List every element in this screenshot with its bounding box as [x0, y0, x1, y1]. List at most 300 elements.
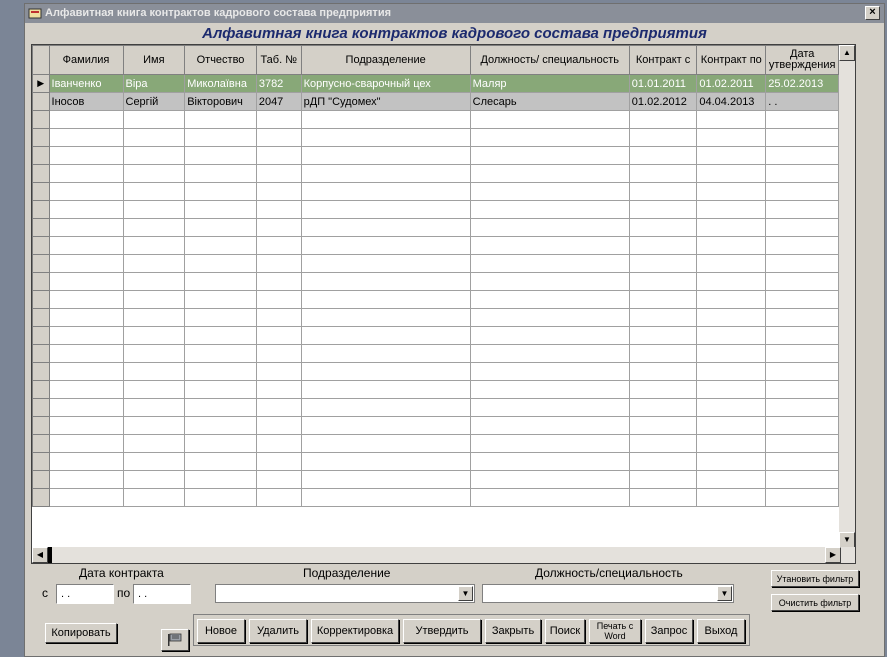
cell-approval-date[interactable]	[766, 255, 839, 273]
cell-patronymic[interactable]	[185, 381, 257, 399]
cell-contract-to[interactable]	[697, 237, 766, 255]
cell-contract-to[interactable]	[697, 399, 766, 417]
cell-contract-to[interactable]	[697, 183, 766, 201]
cell-patronymic[interactable]	[185, 399, 257, 417]
cell-position[interactable]	[470, 147, 629, 165]
cell-patronymic[interactable]	[185, 327, 257, 345]
row-selector[interactable]	[33, 237, 50, 255]
cell-contract-to[interactable]	[697, 345, 766, 363]
cell-contract-from[interactable]: 01.01.2011	[629, 75, 697, 93]
cell-name[interactable]	[123, 255, 185, 273]
cell-contract-to[interactable]	[697, 489, 766, 507]
cell-position[interactable]	[470, 111, 629, 129]
position-select[interactable]	[482, 584, 734, 603]
cell-department[interactable]: Корпусно-сварочный цех	[301, 75, 470, 93]
cell-name[interactable]	[123, 363, 185, 381]
row-selector[interactable]	[33, 273, 50, 291]
date-to-input[interactable]: . .	[133, 584, 191, 604]
cell-surname[interactable]	[49, 255, 123, 273]
cell-surname[interactable]	[49, 345, 123, 363]
cell-department[interactable]: рДП "Судомех"	[301, 93, 470, 111]
department-select[interactable]	[215, 584, 475, 603]
cell-name[interactable]	[123, 345, 185, 363]
row-selector[interactable]	[33, 417, 50, 435]
cell-contract-to[interactable]	[697, 291, 766, 309]
table-row[interactable]	[33, 183, 855, 201]
cell-position[interactable]	[470, 165, 629, 183]
cell-approval-date[interactable]	[766, 381, 839, 399]
cell-position[interactable]	[470, 381, 629, 399]
cell-approval-date[interactable]	[766, 291, 839, 309]
cell-contract-from[interactable]	[629, 255, 697, 273]
cell-position[interactable]	[470, 327, 629, 345]
cell-approval-date[interactable]	[766, 363, 839, 381]
cell-surname[interactable]	[49, 471, 123, 489]
vertical-scrollbar[interactable]	[839, 45, 855, 548]
cell-name[interactable]	[123, 453, 185, 471]
cell-name[interactable]	[123, 417, 185, 435]
horizontal-scrollbar[interactable]	[32, 547, 856, 563]
cell-tab-no[interactable]	[256, 363, 301, 381]
cell-approval-date[interactable]	[766, 111, 839, 129]
cell-patronymic[interactable]	[185, 471, 257, 489]
row-selector[interactable]	[33, 129, 50, 147]
table-row[interactable]	[33, 201, 855, 219]
cell-name[interactable]	[123, 309, 185, 327]
cell-contract-from[interactable]	[629, 147, 697, 165]
chevron-down-icon[interactable]: ▼	[717, 586, 732, 601]
cell-patronymic[interactable]	[185, 453, 257, 471]
cell-contract-from[interactable]: 01.02.2012	[629, 93, 697, 111]
row-selector[interactable]	[33, 93, 50, 111]
cell-name[interactable]	[123, 399, 185, 417]
cell-approval-date[interactable]	[766, 345, 839, 363]
table-row[interactable]	[33, 237, 855, 255]
table-row[interactable]	[33, 453, 855, 471]
cell-name[interactable]: Віра	[123, 75, 185, 93]
cell-surname[interactable]	[49, 219, 123, 237]
cell-contract-from[interactable]	[629, 327, 697, 345]
cell-department[interactable]	[301, 489, 470, 507]
cell-position[interactable]	[470, 417, 629, 435]
col-header-department[interactable]: Подразделение	[301, 46, 470, 75]
cell-approval-date[interactable]	[766, 453, 839, 471]
cell-name[interactable]	[123, 489, 185, 507]
cell-department[interactable]	[301, 219, 470, 237]
cell-position[interactable]	[470, 453, 629, 471]
cell-tab-no[interactable]	[256, 381, 301, 399]
cell-name[interactable]	[123, 435, 185, 453]
cell-department[interactable]	[301, 111, 470, 129]
cell-contract-from[interactable]	[629, 183, 697, 201]
close-button[interactable]: Закрыть	[485, 619, 541, 643]
cell-name[interactable]	[123, 381, 185, 399]
cell-position[interactable]	[470, 273, 629, 291]
cell-approval-date[interactable]	[766, 273, 839, 291]
cell-surname[interactable]	[49, 453, 123, 471]
row-selector[interactable]	[33, 453, 50, 471]
cell-approval-date[interactable]	[766, 219, 839, 237]
row-selector[interactable]	[33, 489, 50, 507]
cell-tab-no[interactable]	[256, 165, 301, 183]
cell-tab-no[interactable]	[256, 291, 301, 309]
search-button[interactable]: Поиск	[545, 619, 585, 643]
table-row[interactable]	[33, 489, 855, 507]
col-header-contract-from[interactable]: Контракт с	[629, 46, 697, 75]
cell-position[interactable]	[470, 399, 629, 417]
table-row[interactable]	[33, 417, 855, 435]
table-row[interactable]	[33, 111, 855, 129]
scroll-up-arrow-icon[interactable]: ▲	[839, 45, 855, 61]
table-row[interactable]	[33, 147, 855, 165]
table-row[interactable]	[33, 345, 855, 363]
cell-contract-from[interactable]	[629, 273, 697, 291]
copy-button[interactable]: Копировать	[45, 623, 117, 643]
cell-surname[interactable]	[49, 327, 123, 345]
cell-department[interactable]	[301, 345, 470, 363]
cell-patronymic[interactable]: Миколаївна	[185, 75, 257, 93]
cell-surname[interactable]	[49, 129, 123, 147]
cell-approval-date[interactable]	[766, 471, 839, 489]
cell-position[interactable]	[470, 183, 629, 201]
cell-approval-date[interactable]	[766, 327, 839, 345]
cell-name[interactable]	[123, 147, 185, 165]
row-selector[interactable]	[33, 435, 50, 453]
cell-contract-from[interactable]	[629, 381, 697, 399]
cell-department[interactable]	[301, 291, 470, 309]
cell-name[interactable]	[123, 165, 185, 183]
cell-contract-from[interactable]	[629, 489, 697, 507]
cell-approval-date[interactable]	[766, 183, 839, 201]
cell-contract-from[interactable]	[629, 417, 697, 435]
cell-contract-from[interactable]	[629, 453, 697, 471]
cell-contract-to[interactable]	[697, 273, 766, 291]
flag-icon-button[interactable]	[161, 629, 189, 651]
cell-tab-no[interactable]	[256, 435, 301, 453]
cell-tab-no[interactable]	[256, 147, 301, 165]
cell-name[interactable]	[123, 327, 185, 345]
cell-contract-from[interactable]	[629, 363, 697, 381]
cell-contract-to[interactable]	[697, 453, 766, 471]
cell-contract-to[interactable]	[697, 381, 766, 399]
approve-button[interactable]: Утвердить	[403, 619, 481, 643]
cell-surname[interactable]	[49, 489, 123, 507]
cell-approval-date[interactable]	[766, 237, 839, 255]
table-row[interactable]	[33, 381, 855, 399]
row-selector[interactable]	[33, 147, 50, 165]
cell-tab-no[interactable]: 3782	[256, 75, 301, 93]
cell-patronymic[interactable]	[185, 255, 257, 273]
cell-department[interactable]	[301, 435, 470, 453]
print-word-button[interactable]	[589, 619, 641, 643]
cell-surname[interactable]	[49, 417, 123, 435]
col-header-tab-no[interactable]: Таб. №	[256, 46, 301, 75]
table-row[interactable]	[33, 255, 855, 273]
cell-department[interactable]	[301, 309, 470, 327]
col-header-contract-to[interactable]: Контракт по	[697, 46, 766, 75]
cell-contract-to[interactable]	[697, 201, 766, 219]
cell-position[interactable]	[470, 255, 629, 273]
cell-name[interactable]	[123, 129, 185, 147]
cell-approval-date[interactable]	[766, 417, 839, 435]
cell-tab-no[interactable]	[256, 327, 301, 345]
cell-surname[interactable]	[49, 399, 123, 417]
row-selector[interactable]	[33, 327, 50, 345]
new-button[interactable]: Новое	[197, 619, 245, 643]
table-row[interactable]	[33, 273, 855, 291]
cell-department[interactable]	[301, 183, 470, 201]
exit-button[interactable]: Выход	[697, 619, 745, 643]
cell-surname[interactable]	[49, 435, 123, 453]
cell-name[interactable]: Сергій	[123, 93, 185, 111]
row-selector[interactable]	[33, 291, 50, 309]
cell-patronymic[interactable]	[185, 111, 257, 129]
cell-surname[interactable]	[49, 273, 123, 291]
cell-position[interactable]	[470, 345, 629, 363]
cell-position[interactable]	[470, 237, 629, 255]
col-header-position[interactable]: Должность/ специальность	[470, 46, 629, 75]
cell-tab-no[interactable]	[256, 345, 301, 363]
cell-tab-no[interactable]	[256, 183, 301, 201]
cell-patronymic[interactable]	[185, 309, 257, 327]
cell-contract-to[interactable]	[697, 309, 766, 327]
cell-tab-no[interactable]	[256, 309, 301, 327]
cell-contract-from[interactable]	[629, 165, 697, 183]
cell-tab-no[interactable]	[256, 219, 301, 237]
cell-department[interactable]	[301, 147, 470, 165]
clear-filter-button[interactable]: Очистить фильтр	[771, 594, 859, 611]
cell-department[interactable]	[301, 453, 470, 471]
cell-department[interactable]	[301, 417, 470, 435]
cell-surname[interactable]	[49, 147, 123, 165]
cell-contract-from[interactable]	[629, 399, 697, 417]
table-row[interactable]	[33, 435, 855, 453]
cell-department[interactable]	[301, 327, 470, 345]
cell-contract-from[interactable]	[629, 471, 697, 489]
cell-contract-from[interactable]	[629, 129, 697, 147]
row-selector[interactable]	[33, 363, 50, 381]
row-selector[interactable]	[33, 309, 50, 327]
close-window-button[interactable]: ×	[865, 6, 880, 20]
cell-department[interactable]	[301, 471, 470, 489]
cell-tab-no[interactable]: 2047	[256, 93, 301, 111]
cell-department[interactable]	[301, 165, 470, 183]
cell-contract-to[interactable]: 01.02.2011	[697, 75, 766, 93]
table-row[interactable]	[33, 219, 855, 237]
cell-department[interactable]	[301, 399, 470, 417]
cell-department[interactable]	[301, 363, 470, 381]
cell-name[interactable]	[123, 183, 185, 201]
cell-surname[interactable]	[49, 363, 123, 381]
cell-patronymic[interactable]	[185, 291, 257, 309]
table-row[interactable]	[33, 129, 855, 147]
cell-contract-from[interactable]	[629, 111, 697, 129]
cell-approval-date[interactable]	[766, 147, 839, 165]
cell-patronymic[interactable]	[185, 165, 257, 183]
cell-tab-no[interactable]	[256, 129, 301, 147]
cell-approval-date[interactable]	[766, 309, 839, 327]
col-header-approval-date[interactable]	[766, 46, 839, 75]
cell-patronymic[interactable]	[185, 201, 257, 219]
cell-patronymic[interactable]	[185, 183, 257, 201]
cell-department[interactable]	[301, 255, 470, 273]
row-selector[interactable]	[33, 201, 50, 219]
cell-patronymic[interactable]	[185, 345, 257, 363]
cell-surname[interactable]	[49, 237, 123, 255]
date-from-input[interactable]: . .	[56, 584, 114, 604]
cell-approval-date[interactable]	[766, 399, 839, 417]
scroll-left-arrow-icon[interactable]: ◀	[32, 547, 48, 563]
cell-tab-no[interactable]	[256, 471, 301, 489]
cell-tab-no[interactable]	[256, 489, 301, 507]
scroll-thumb[interactable]	[48, 547, 52, 563]
row-selector[interactable]	[33, 399, 50, 417]
cell-contract-to[interactable]: 04.04.2013	[697, 93, 766, 111]
cell-position[interactable]: Слесарь	[470, 93, 629, 111]
cell-surname[interactable]	[49, 165, 123, 183]
cell-patronymic[interactable]	[185, 363, 257, 381]
cell-tab-no[interactable]	[256, 111, 301, 129]
cell-patronymic[interactable]	[185, 147, 257, 165]
table-row[interactable]	[33, 75, 855, 93]
chevron-down-icon[interactable]: ▼	[458, 586, 473, 601]
cell-position[interactable]	[470, 363, 629, 381]
contracts-grid[interactable]	[31, 44, 856, 564]
cell-tab-no[interactable]	[256, 453, 301, 471]
col-header-name[interactable]: Имя	[123, 46, 185, 75]
row-selector[interactable]	[33, 255, 50, 273]
cell-contract-to[interactable]	[697, 147, 766, 165]
set-filter-button[interactable]: Утановить фильтр	[771, 570, 859, 587]
table-row[interactable]	[33, 363, 855, 381]
table-row[interactable]	[33, 165, 855, 183]
scroll-down-arrow-icon[interactable]: ▼	[839, 532, 855, 548]
table-row[interactable]	[33, 399, 855, 417]
cell-surname[interactable]	[49, 183, 123, 201]
cell-contract-to[interactable]	[697, 255, 766, 273]
cell-patronymic[interactable]	[185, 237, 257, 255]
row-selector[interactable]	[33, 183, 50, 201]
cell-position[interactable]	[470, 435, 629, 453]
cell-contract-from[interactable]	[629, 237, 697, 255]
cell-contract-from[interactable]	[629, 435, 697, 453]
cell-department[interactable]	[301, 273, 470, 291]
cell-position[interactable]: Маляр	[470, 75, 629, 93]
cell-surname[interactable]: Іносов	[49, 93, 123, 111]
cell-patronymic[interactable]	[185, 219, 257, 237]
cell-department[interactable]	[301, 237, 470, 255]
edit-button[interactable]: Корректировка	[311, 619, 399, 643]
cell-surname[interactable]	[49, 291, 123, 309]
row-selector[interactable]	[33, 381, 50, 399]
cell-approval-date[interactable]: . .	[766, 93, 839, 111]
cell-department[interactable]	[301, 201, 470, 219]
cell-contract-to[interactable]	[697, 129, 766, 147]
cell-contract-from[interactable]	[629, 219, 697, 237]
cell-position[interactable]	[470, 471, 629, 489]
cell-approval-date[interactable]	[766, 435, 839, 453]
cell-approval-date[interactable]	[766, 489, 839, 507]
table-row[interactable]	[33, 93, 855, 111]
table-row[interactable]	[33, 471, 855, 489]
cell-department[interactable]	[301, 129, 470, 147]
cell-contract-to[interactable]	[697, 219, 766, 237]
cell-name[interactable]	[123, 201, 185, 219]
cell-position[interactable]	[470, 291, 629, 309]
cell-surname[interactable]: Іванченко	[49, 75, 123, 93]
cell-name[interactable]	[123, 291, 185, 309]
cell-contract-from[interactable]	[629, 309, 697, 327]
cell-tab-no[interactable]	[256, 255, 301, 273]
cell-contract-from[interactable]	[629, 201, 697, 219]
cell-contract-from[interactable]	[629, 345, 697, 363]
cell-patronymic[interactable]	[185, 417, 257, 435]
cell-tab-no[interactable]	[256, 201, 301, 219]
cell-surname[interactable]	[49, 309, 123, 327]
row-selector[interactable]	[33, 111, 50, 129]
cell-approval-date[interactable]	[766, 165, 839, 183]
cell-contract-to[interactable]	[697, 111, 766, 129]
scroll-right-arrow-icon[interactable]: ▶	[825, 547, 841, 563]
cell-tab-no[interactable]	[256, 237, 301, 255]
cell-patronymic[interactable]: Вікторович	[185, 93, 257, 111]
cell-contract-from[interactable]	[629, 291, 697, 309]
row-selector[interactable]	[33, 165, 50, 183]
cell-position[interactable]	[470, 129, 629, 147]
cell-patronymic[interactable]	[185, 273, 257, 291]
row-selector[interactable]	[33, 219, 50, 237]
cell-patronymic[interactable]	[185, 489, 257, 507]
col-header-patronymic[interactable]: Отчество	[185, 46, 257, 75]
cell-tab-no[interactable]	[256, 417, 301, 435]
row-selector[interactable]	[33, 471, 50, 489]
cell-contract-to[interactable]	[697, 417, 766, 435]
cell-position[interactable]	[470, 309, 629, 327]
cell-contract-to[interactable]	[697, 363, 766, 381]
cell-surname[interactable]	[49, 111, 123, 129]
cell-surname[interactable]	[49, 381, 123, 399]
cell-name[interactable]	[123, 219, 185, 237]
row-selector[interactable]: ▶	[33, 75, 50, 93]
cell-patronymic[interactable]	[185, 129, 257, 147]
cell-approval-date[interactable]	[766, 201, 839, 219]
cell-patronymic[interactable]	[185, 435, 257, 453]
row-selector[interactable]	[33, 345, 50, 363]
cell-approval-date[interactable]	[766, 129, 839, 147]
cell-surname[interactable]	[49, 201, 123, 219]
delete-button[interactable]: Удалить	[249, 619, 307, 643]
cell-name[interactable]	[123, 237, 185, 255]
cell-name[interactable]	[123, 273, 185, 291]
cell-name[interactable]	[123, 111, 185, 129]
cell-tab-no[interactable]	[256, 399, 301, 417]
table-row[interactable]	[33, 327, 855, 345]
cell-name[interactable]	[123, 471, 185, 489]
table-row[interactable]	[33, 309, 855, 327]
cell-contract-to[interactable]	[697, 471, 766, 489]
col-header-surname[interactable]: Фамилия	[49, 46, 123, 75]
cell-position[interactable]	[470, 219, 629, 237]
cell-position[interactable]	[470, 201, 629, 219]
cell-contract-to[interactable]	[697, 327, 766, 345]
cell-contract-to[interactable]	[697, 165, 766, 183]
cell-tab-no[interactable]	[256, 273, 301, 291]
cell-department[interactable]	[301, 381, 470, 399]
table-row[interactable]	[33, 291, 855, 309]
cell-contract-to[interactable]	[697, 435, 766, 453]
cell-position[interactable]	[470, 489, 629, 507]
query-button[interactable]: Запрос	[645, 619, 693, 643]
